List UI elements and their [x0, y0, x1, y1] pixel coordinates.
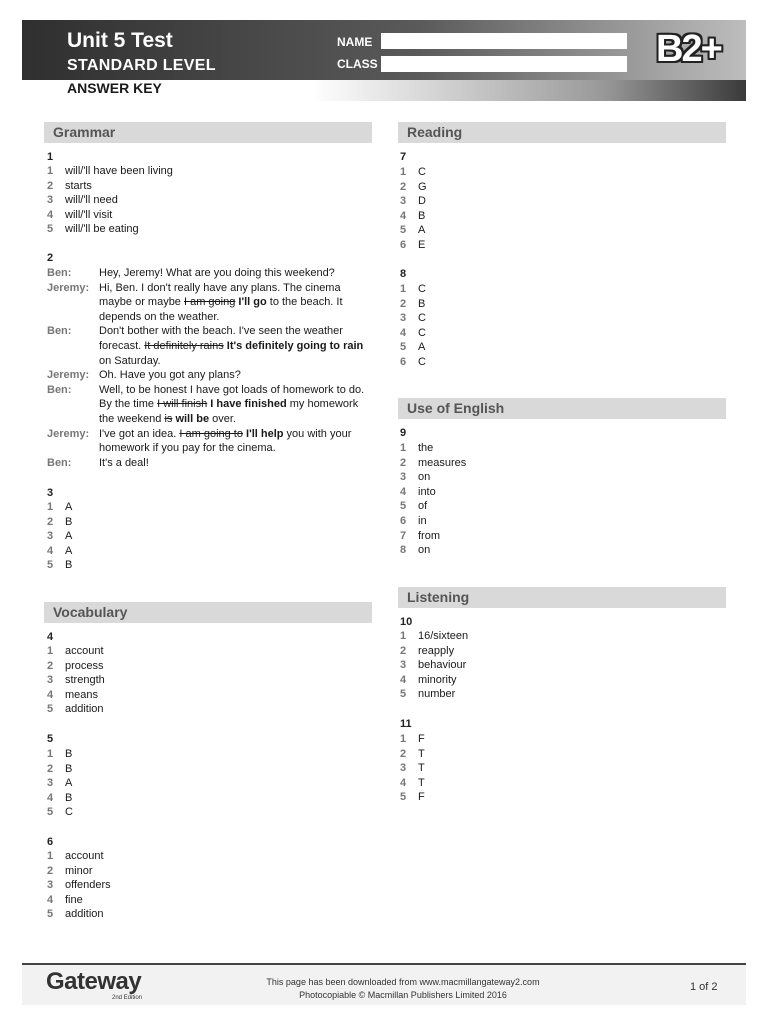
speaker-name: Ben: [47, 456, 72, 469]
list-item [400, 761, 425, 776]
list-item [47, 164, 173, 179]
item-number: 6 [400, 355, 407, 368]
list-item [47, 747, 73, 762]
item-number: 3 [47, 879, 54, 892]
answer-text: C [418, 283, 426, 295]
item-number: 5 [400, 688, 407, 701]
list-item [400, 747, 425, 762]
answer-text: A [418, 341, 426, 354]
list-item [400, 180, 427, 195]
item-number: 1 [47, 501, 54, 513]
list-item [47, 805, 73, 820]
page-header [22, 20, 746, 101]
item-number: 5 [47, 806, 54, 819]
plain-text: Hey, Jeremy! What are you doing this weekend? [99, 267, 335, 279]
item-number: 2 [400, 747, 407, 760]
question-number: 3 [47, 487, 54, 499]
list-item [47, 673, 105, 688]
answer-text: on [418, 471, 431, 484]
answer-text: 16/sixteen [418, 630, 469, 642]
answer-text: C [418, 166, 426, 178]
struck-text: I am going to [179, 427, 243, 440]
class-field[interactable] [381, 56, 627, 72]
vocabulary-heading: Vocabulary [44, 602, 372, 623]
speaker-name: Jeremy: [47, 427, 90, 440]
item-number: 2 [47, 762, 54, 775]
list-item [47, 558, 72, 573]
item-number: 1 [47, 645, 54, 657]
list-item [400, 629, 468, 644]
item-number: 1 [400, 166, 407, 178]
list-item [400, 529, 466, 544]
item-number: 4 [47, 791, 54, 804]
dialogue-text [99, 324, 375, 368]
answer-text: fine [65, 893, 83, 906]
item-number: 1 [400, 733, 407, 745]
use-of-english-heading: Use of English [398, 398, 726, 419]
list-item [47, 515, 72, 530]
answer-text: T [418, 776, 425, 789]
answer-text: F [418, 733, 425, 745]
corrected-text: will be [172, 412, 210, 425]
list-item [47, 762, 73, 777]
answer-text: B [65, 559, 73, 572]
answer-list-q7 [400, 165, 427, 253]
list-item [47, 776, 73, 791]
item-number: 4 [47, 208, 54, 221]
answer-text: on [418, 544, 431, 557]
item-number: 2 [400, 456, 407, 469]
item-number: 4 [400, 673, 407, 686]
item-number: 3 [400, 659, 407, 672]
answer-text: B [65, 762, 73, 775]
page-title: Unit 5 Test [67, 29, 173, 52]
list-item [400, 658, 468, 673]
answer-text: number [418, 688, 456, 701]
list-item [400, 687, 468, 702]
list-item [47, 659, 105, 674]
list-item [400, 165, 427, 180]
question-number: 1 [47, 151, 54, 163]
answer-text: from [418, 529, 440, 542]
list-item [400, 223, 427, 238]
speaker-name: Ben: [47, 383, 72, 396]
answer-text: A [418, 224, 426, 237]
list-item [400, 644, 468, 659]
answer-text: A [65, 544, 73, 557]
dialogue-answer [47, 266, 377, 470]
list-item [400, 790, 425, 805]
list-item [47, 544, 72, 559]
answer-text: B [65, 748, 73, 760]
list-item [47, 702, 105, 717]
item-number: 4 [400, 326, 407, 339]
answer-text: process [65, 659, 104, 672]
item-number: 4 [400, 776, 407, 789]
list-item [47, 179, 173, 194]
list-item [400, 543, 466, 558]
item-number: 1 [400, 283, 407, 295]
question-number: 7 [400, 151, 407, 163]
plain-text: over. [209, 412, 236, 425]
item-number: 4 [47, 688, 54, 701]
item-number: 3 [47, 194, 54, 207]
list-item [400, 297, 426, 312]
item-number: 5 [47, 559, 54, 572]
answer-text: C [418, 312, 426, 325]
struck-text: It definitely rains [144, 339, 224, 352]
answer-list-q5 [47, 747, 73, 820]
plain-text: I've got an idea. [99, 427, 180, 440]
plain-text: Oh. Have you got any plans? [99, 369, 241, 382]
item-number: 5 [47, 703, 54, 716]
class-label: CLASS [337, 57, 378, 71]
question-number: 2 [47, 252, 54, 264]
dialogue-text [99, 456, 375, 471]
item-number: 3 [47, 530, 54, 543]
answer-list-q4 [47, 644, 105, 717]
answer-text: starts [65, 179, 92, 192]
name-label: NAME [337, 35, 373, 49]
dialogue-text [99, 368, 375, 383]
dialogue-line [47, 427, 377, 456]
question-number: 11 [400, 718, 412, 730]
answer-list-q8 [400, 282, 426, 370]
answer-text: B [65, 791, 73, 804]
list-item [400, 514, 466, 529]
answer-list-q6 [47, 849, 111, 922]
download-note: This page has been downloaded from www.macmillangateway2.com [266, 977, 540, 987]
answer-text: B [65, 515, 73, 528]
answer-text: A [65, 501, 73, 513]
item-number: 2 [400, 644, 407, 657]
answer-text: minor [65, 864, 93, 877]
plain-text: Don't bother with the beach. I've seen the weather forecast. [99, 325, 343, 352]
list-item [47, 791, 73, 806]
list-item [400, 209, 427, 224]
corrected-text: I have finished [207, 398, 287, 411]
answer-text: G [418, 180, 427, 193]
list-item [400, 776, 425, 791]
struck-text: is [164, 412, 173, 425]
item-number: 2 [400, 180, 407, 193]
answer-text: strength [65, 674, 105, 687]
list-item [400, 311, 426, 326]
answer-text: A [65, 530, 73, 543]
answer-text: will/'ll need [65, 194, 118, 207]
item-number: 1 [400, 630, 407, 642]
list-item [400, 456, 466, 471]
answer-text: in [418, 514, 427, 527]
item-number: 5 [400, 341, 407, 354]
item-number: 5 [400, 500, 407, 513]
list-item [400, 194, 427, 209]
list-item [400, 340, 426, 355]
item-number: 4 [400, 485, 407, 498]
answer-text: means [65, 688, 99, 701]
item-number: 3 [47, 674, 54, 687]
answer-text: D [418, 195, 426, 208]
item-number: 2 [400, 297, 407, 310]
answer-list-q9 [400, 441, 466, 558]
item-number: 3 [400, 312, 407, 325]
answer-text: measures [418, 456, 467, 469]
corrected-text: I'll go [235, 296, 267, 309]
question-number: 4 [47, 631, 54, 643]
item-number: 1 [47, 850, 54, 862]
answer-text: reapply [418, 644, 455, 657]
list-item [47, 864, 111, 879]
speaker-name: Jeremy: [47, 369, 90, 382]
item-number: 5 [400, 791, 407, 804]
answer-text: behaviour [418, 659, 467, 672]
list-item [400, 485, 466, 500]
answer-text: T [418, 762, 425, 775]
dialogue-line [47, 281, 377, 325]
dialogue-text [99, 427, 375, 456]
badge-text: B2+ [656, 28, 721, 70]
item-number: 7 [400, 529, 407, 542]
answer-text: C [418, 355, 426, 368]
item-number: 3 [400, 195, 407, 208]
item-number: 5 [47, 908, 54, 921]
list-item [400, 499, 466, 514]
copyright-note: Photocopiable © Macmillan Publishers Limited 2016 [299, 990, 507, 1000]
answer-text: the [418, 442, 434, 454]
list-item [400, 470, 466, 485]
list-item [47, 193, 173, 208]
list-item [47, 878, 111, 893]
list-item [400, 238, 427, 253]
speaker-name: Ben: [47, 267, 72, 279]
answer-list-q10 [400, 629, 468, 702]
item-number: 1 [47, 165, 54, 177]
item-number: 3 [400, 471, 407, 484]
speaker-name: Jeremy: [47, 281, 90, 294]
item-number: 6 [400, 514, 407, 527]
answer-text: account [65, 645, 104, 657]
item-number: 5 [47, 223, 54, 236]
struck-text: I am going [183, 296, 236, 309]
answer-text: will/'ll have been living [65, 165, 173, 177]
list-item [400, 326, 426, 341]
plain-text: you with your homework if you pay for the cinema. [99, 427, 352, 455]
answer-text: offenders [65, 879, 111, 892]
question-number: 6 [47, 836, 54, 848]
item-number: 1 [400, 442, 407, 454]
plain-text: to the beach. It depends on the weather. [99, 296, 343, 323]
item-number: 4 [400, 209, 407, 222]
answer-text: C [65, 806, 73, 819]
list-item [400, 673, 468, 688]
question-number: 8 [400, 268, 407, 280]
item-number: 3 [47, 777, 54, 790]
item-number: 4 [47, 893, 54, 906]
page-number: 1 of 2 [690, 981, 718, 993]
dialogue-line [47, 266, 377, 281]
list-item [400, 441, 466, 456]
answer-text: will/'ll visit [65, 208, 113, 221]
answer-text: addition [65, 908, 104, 921]
plain-text: my homework the weekend [99, 398, 359, 425]
question-number: 5 [47, 733, 54, 745]
list-item [400, 282, 426, 297]
item-number: 4 [47, 544, 54, 557]
item-number: 8 [400, 544, 407, 557]
answer-text: minority [418, 673, 457, 686]
list-item [400, 355, 426, 370]
question-number: 9 [400, 427, 407, 439]
item-number: 5 [400, 224, 407, 237]
reading-heading: Reading [398, 122, 726, 143]
list-item [47, 500, 72, 515]
list-item [47, 208, 173, 223]
name-field[interactable] [381, 33, 627, 49]
answer-text: A [65, 777, 73, 790]
dialogue-line [47, 383, 377, 427]
plain-text: It's a deal! [99, 456, 149, 469]
dialogue-line [47, 368, 377, 383]
answer-text: account [65, 850, 104, 862]
list-item [47, 849, 111, 864]
level-label: STANDARD LEVEL [67, 57, 216, 74]
gateway-logo: Gateway [46, 968, 142, 995]
item-number: 3 [400, 762, 407, 775]
dialogue-text [99, 266, 375, 281]
answer-text: of [418, 500, 428, 513]
item-number: 1 [47, 748, 54, 760]
plain-text: on Saturday. [99, 354, 161, 367]
answer-text: B [418, 297, 426, 310]
dialogue-line [47, 456, 377, 471]
list-item [47, 907, 111, 922]
list-item [47, 529, 72, 544]
answer-list-q1 [47, 164, 173, 237]
answer-text: B [418, 209, 426, 222]
dialogue-text [99, 281, 375, 325]
plain-text: Hi, Ben. I don't really have any plans. The cinema maybe or maybe [99, 281, 341, 309]
question-number: 10 [400, 616, 413, 628]
answer-text: into [418, 485, 436, 498]
corrected-text: I'll help [242, 427, 284, 440]
grammar-heading: Grammar [44, 122, 372, 143]
dialogue-text [99, 383, 375, 427]
item-number: 2 [47, 864, 54, 877]
struck-text: I will finish [157, 398, 208, 411]
item-number: 6 [400, 238, 407, 251]
answer-list-q3 [47, 500, 72, 573]
item-number: 2 [47, 515, 54, 528]
listening-heading: Listening [398, 587, 726, 608]
answer-text: C [418, 326, 426, 339]
answer-key-label: ANSWER KEY [67, 80, 162, 96]
answer-text: will/'ll be eating [65, 223, 139, 236]
answer-text: addition [65, 703, 104, 716]
list-item [47, 893, 111, 908]
answer-text: T [418, 747, 425, 760]
dialogue-line [47, 324, 377, 368]
answer-text: F [418, 791, 425, 804]
answer-text: E [418, 238, 426, 251]
speaker-name: Ben: [47, 325, 72, 338]
item-number: 2 [47, 659, 54, 672]
list-item [47, 222, 173, 237]
item-number: 2 [47, 179, 54, 192]
corrected-text: It's definitely going to rain [223, 339, 364, 352]
list-item [47, 644, 105, 659]
list-item [400, 732, 425, 747]
answer-list-q11 [400, 732, 425, 805]
level-badge [656, 30, 746, 68]
plain-text: Well, to be honest I have got loads of homework to do. By the time [99, 383, 365, 411]
list-item [47, 688, 105, 703]
edition-label: 2nd Edition [112, 995, 143, 1001]
